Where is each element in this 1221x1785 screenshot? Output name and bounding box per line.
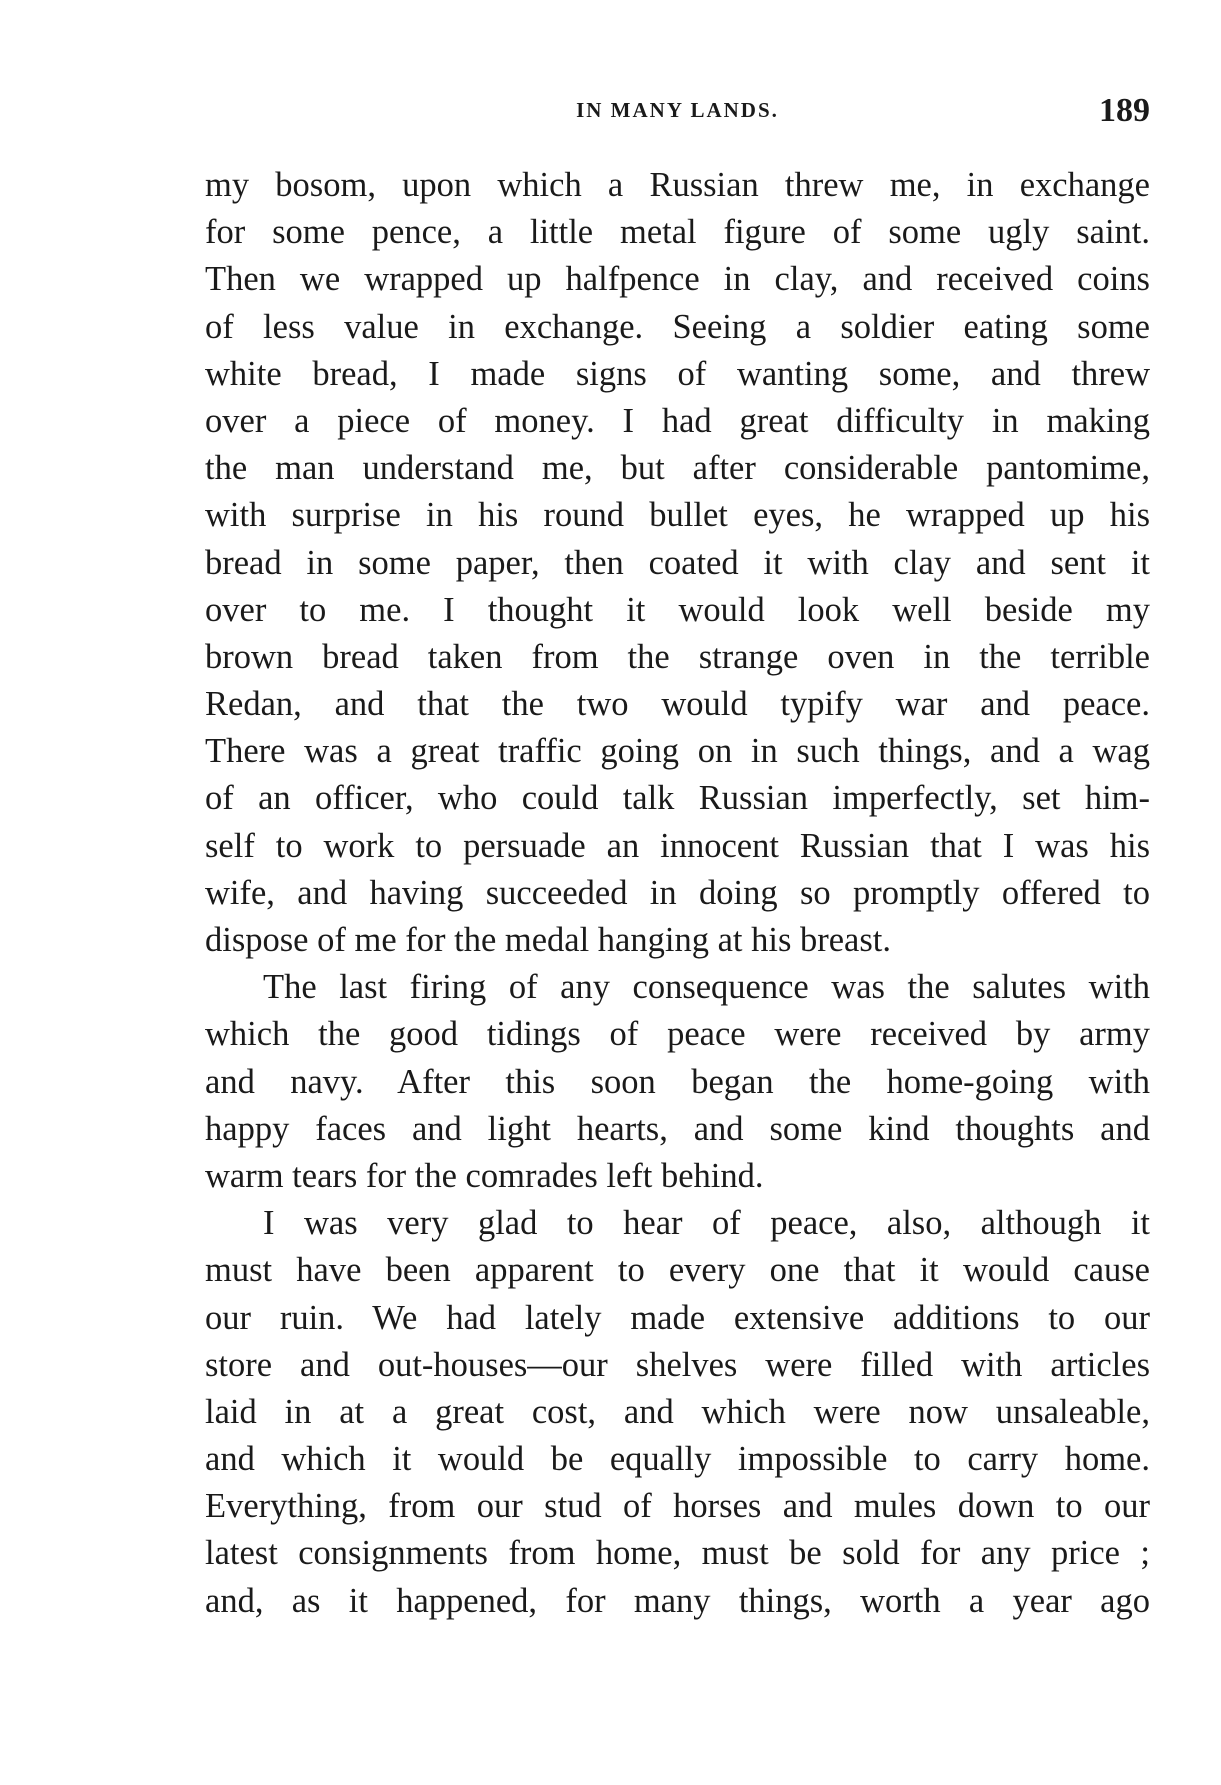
page-header <box>205 92 1150 132</box>
text-line: Redan, and that the two would typify war and peace. <box>205 685 1150 724</box>
text-line: self to work to persuade an innocent Russian that I was his <box>205 826 1150 865</box>
text-line: over to me. I thought it would look well beside my <box>205 590 1150 629</box>
text-line: my bosom, upon which a Russian threw me, in exchange <box>205 166 1150 204</box>
paragraph-2 <box>205 964 1150 1200</box>
text-line: white bread, I made signs of wanting some, and threw <box>205 354 1150 393</box>
text-line: Then we wrapped up halfpence in clay, and received coins <box>205 260 1150 299</box>
text-line: The last firing of any consequence was the salutes with <box>263 968 1150 1007</box>
text-line: happy faces and light hearts, and some kind thoughts and <box>205 1109 1150 1148</box>
text-line: I was very glad to hear of peace, also, although it <box>263 1204 1150 1243</box>
text-line: and navy. After this soon began the home-going with <box>205 1062 1150 1101</box>
text-line: and which it would be equally impossible to carry home. <box>205 1440 1150 1479</box>
body-text <box>205 162 1150 1625</box>
text-line: of less value in exchange. Seeing a soldier eating some <box>205 307 1150 346</box>
text-line: wife, and having succeeded in doing so promptly offered to <box>205 873 1150 912</box>
text-line: our ruin. We had lately made extensive additions to our <box>205 1298 1150 1337</box>
text-line: warm tears for the comrades left behind. <box>205 1156 764 1195</box>
text-line: brown bread taken from the strange oven in the terrible <box>205 637 1150 676</box>
text-line: with surprise in his round bullet eyes, he wrapped up his <box>205 496 1150 535</box>
text-line: Everything, from our stud of horses and mules down to our <box>205 1487 1150 1526</box>
text-line: latest consignments from home, must be sold for any price ; <box>205 1534 1150 1573</box>
text-line: the man understand me, but after considerable pantomime, <box>205 449 1150 488</box>
text-line: dispose of me for the medal hanging at his breast. <box>205 921 891 959</box>
text-line: There was a great traffic going on in such things, and a wag <box>205 732 1150 771</box>
running-title: IN MANY LANDS. <box>576 98 779 122</box>
paragraph-3 <box>205 1200 1150 1625</box>
page-number: 189 <box>1099 92 1150 129</box>
paragraph-1 <box>205 162 1150 964</box>
text-line: over a piece of money. I had great difficulty in making <box>205 401 1150 440</box>
text-line: bread in some paper, then coated it with clay and sent it <box>205 543 1150 582</box>
text-line: of an officer, who could talk Russian imperfectly, set him- <box>205 779 1150 818</box>
text-line: store and out-houses—our shelves were filled with articles <box>205 1345 1150 1384</box>
text-line: for some pence, a little metal figure of some ugly saint. <box>205 213 1150 252</box>
text-line: must have been apparent to every one that it would cause <box>205 1251 1150 1290</box>
text-line: laid in at a great cost, and which were now unsaleable, <box>205 1392 1150 1431</box>
text-line: and, as it happened, for many things, worth a year ago <box>205 1581 1150 1620</box>
text-line: which the good tidings of peace were received by army <box>205 1015 1150 1054</box>
